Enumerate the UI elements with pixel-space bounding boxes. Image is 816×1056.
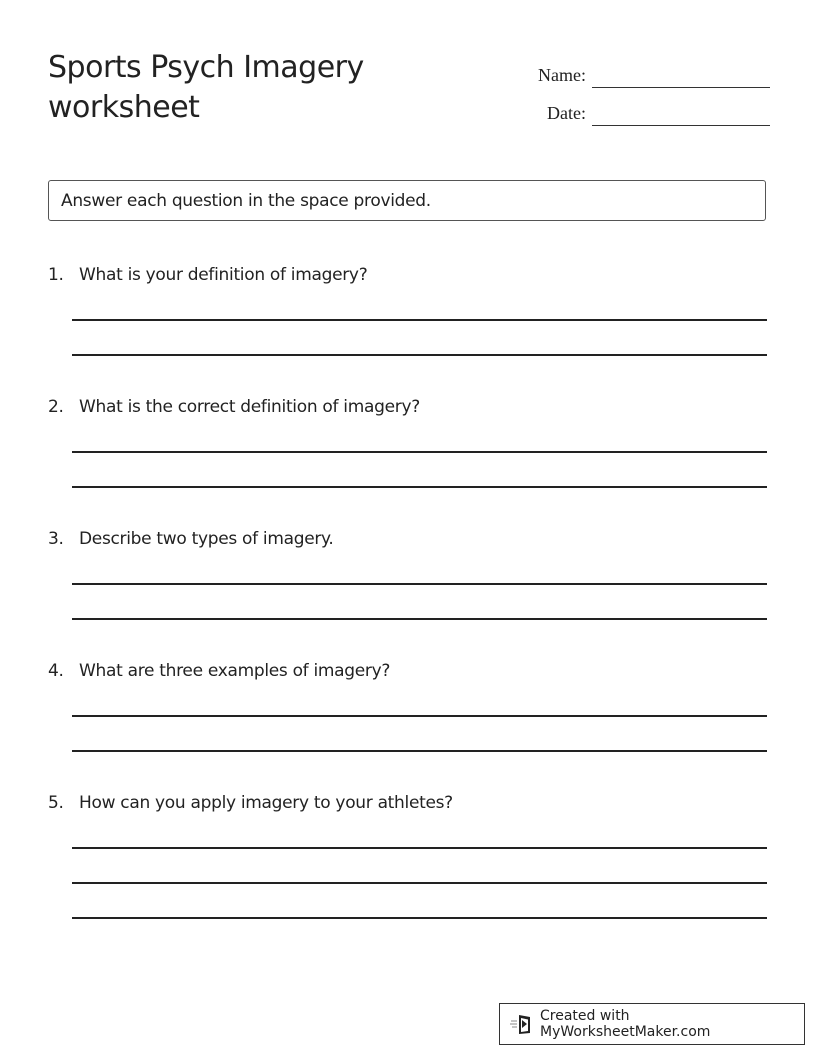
footer-text: Created with MyWorksheetMaker.com bbox=[540, 1008, 711, 1040]
question-5 bbox=[48, 791, 768, 815]
question-number: 1. bbox=[48, 265, 64, 285]
date-label: Date: bbox=[547, 103, 586, 123]
answer-line[interactable] bbox=[72, 882, 767, 884]
question-text: How can you apply imagery to your athletes? bbox=[79, 793, 453, 813]
question-text: What is your definition of imagery? bbox=[79, 265, 368, 285]
answer-line[interactable] bbox=[72, 750, 767, 752]
name-label: Name: bbox=[538, 65, 586, 85]
answer-line[interactable] bbox=[72, 847, 767, 849]
question-number: 3. bbox=[48, 529, 64, 549]
answer-line[interactable] bbox=[72, 618, 767, 620]
name-field[interactable] bbox=[592, 61, 770, 88]
worksheet-maker-logo-icon bbox=[510, 1012, 534, 1036]
worksheet-title: Sports Psych Imagery worksheet bbox=[48, 50, 364, 125]
date-field[interactable] bbox=[592, 99, 770, 126]
answer-line[interactable] bbox=[72, 319, 767, 321]
question-number: 2. bbox=[48, 397, 64, 417]
question-1 bbox=[48, 263, 768, 287]
question-text: Describe two types of imagery. bbox=[79, 529, 334, 549]
answer-line[interactable] bbox=[72, 917, 767, 919]
question-4 bbox=[48, 659, 768, 683]
question-number: 4. bbox=[48, 661, 64, 681]
question-text: What are three examples of imagery? bbox=[79, 661, 391, 681]
question-number: 5. bbox=[48, 793, 64, 813]
answer-line[interactable] bbox=[72, 715, 767, 717]
date-row bbox=[520, 88, 770, 126]
student-info bbox=[520, 50, 770, 126]
footer-badge[interactable] bbox=[499, 1003, 805, 1045]
answer-line[interactable] bbox=[72, 486, 767, 488]
question-3 bbox=[48, 527, 768, 551]
answer-line[interactable] bbox=[72, 354, 767, 356]
question-2 bbox=[48, 395, 768, 419]
question-text: What is the correct definition of imagery? bbox=[79, 397, 420, 417]
answer-line[interactable] bbox=[72, 451, 767, 453]
answer-line[interactable] bbox=[72, 583, 767, 585]
name-row bbox=[520, 50, 770, 88]
instructions-box: Answer each question in the space provided. bbox=[48, 180, 766, 221]
